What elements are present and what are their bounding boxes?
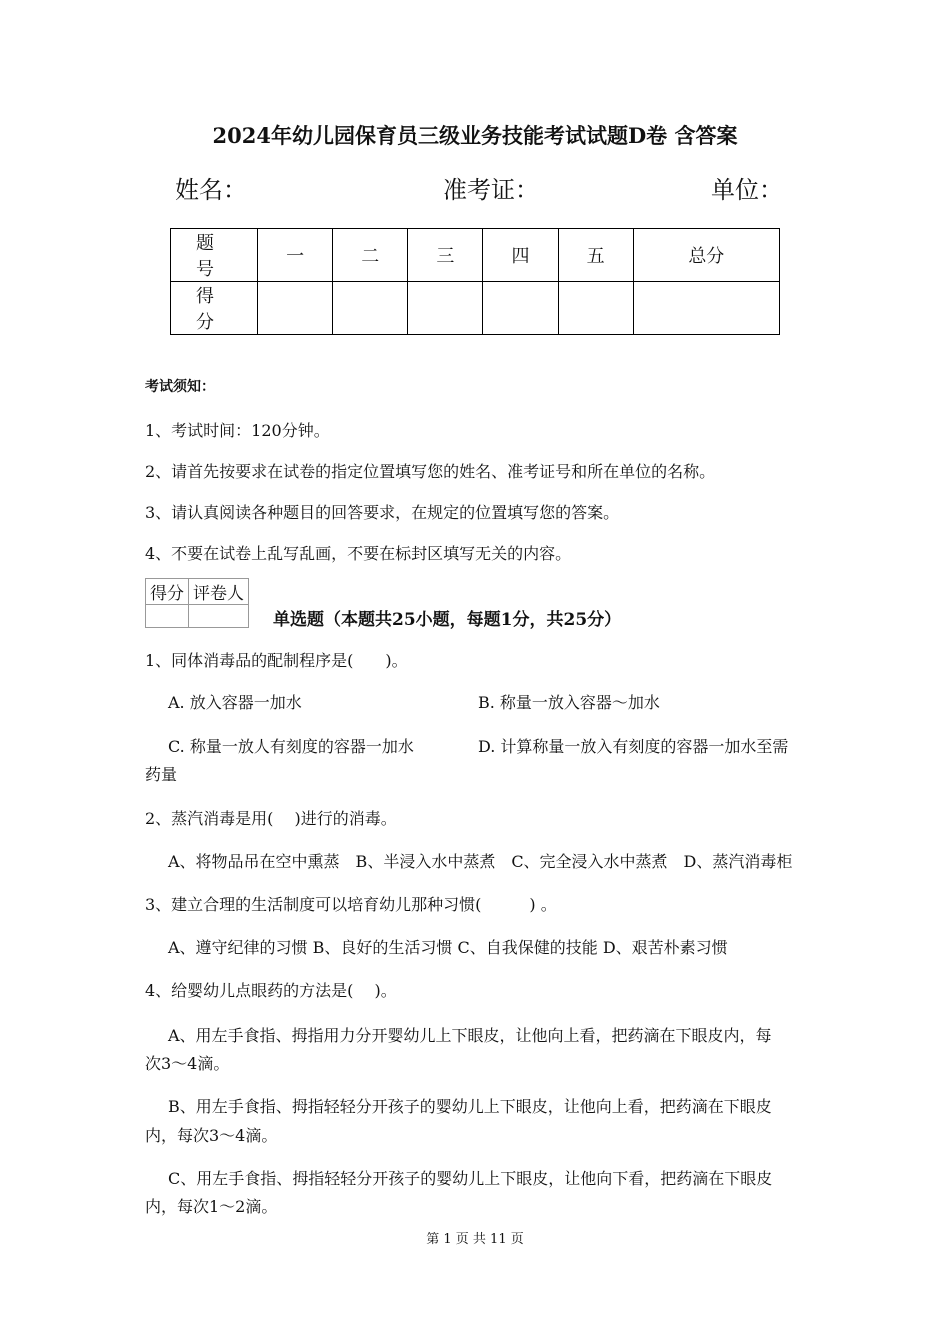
grader-table <box>145 578 249 628</box>
score-input-cell[interactable] <box>258 282 333 335</box>
question-option: A. 放入容器一加水 <box>168 693 302 712</box>
question-stem: 4、给婴幼儿点眼药的方法是( )。 <box>145 981 397 1000</box>
score-table-cell: 四 <box>483 229 558 282</box>
question-option: D. 计算称量一放入有刻度的容器一加水至需 <box>478 737 789 756</box>
grader-table-score-label: 得分 <box>146 579 189 605</box>
question-option: C. 称量一放人有刻度的容器一加水 <box>168 737 414 756</box>
score-table-cell: 题 号 <box>171 229 258 282</box>
score-table-header-row <box>171 229 780 282</box>
score-input-cell[interactable] <box>558 282 633 335</box>
grader-table-grader-cell[interactable] <box>189 605 249 628</box>
unit-field-label: 单位： <box>711 176 783 204</box>
score-table-cell: 五 <box>558 229 633 282</box>
question-stem: 3、建立合理的生活制度可以培育幼儿那种习惯( ) 。 <box>145 895 557 914</box>
page-footer: 第 1 页 共 11 页 <box>426 1232 524 1247</box>
score-table-cell: 三 <box>408 229 483 282</box>
question-option: A、遵守纪律的习惯 B、良好的生活习惯 C、自我保健的技能 D、艰苦朴素习惯 <box>168 938 728 957</box>
score-input-cell[interactable] <box>408 282 483 335</box>
notice-heading: 考试须知： <box>145 379 215 395</box>
question-option-continuation: 药量 <box>145 765 178 784</box>
grader-table-score-cell[interactable] <box>146 605 189 628</box>
question-stem: 2、蒸汽消毒是用( )进行的消毒。 <box>145 809 397 828</box>
score-table-cell: 一 <box>258 229 333 282</box>
score-input-cell[interactable] <box>633 282 779 335</box>
name-field-label: 姓名： <box>175 176 247 204</box>
score-table <box>170 228 780 335</box>
score-table-cell: 得 分 <box>171 282 258 335</box>
notice-item: 1、考试时间：120分钟。 <box>145 421 330 440</box>
score-input-cell[interactable] <box>333 282 408 335</box>
notice-item: 3、请认真阅读各种题目的回答要求，在规定的位置填写您的答案。 <box>145 503 620 522</box>
score-table-score-row <box>171 282 780 335</box>
question-option: A、用左手食指、拇指用力分开婴幼儿上下眼皮，让他向上看，把药滴在下眼皮内，每 <box>168 1026 772 1045</box>
question-option: B. 称量一放入容器～加水 <box>478 693 660 712</box>
score-table-cell: 总分 <box>633 229 779 282</box>
question-option-continuation: 内，每次1～2滴。 <box>145 1197 278 1216</box>
score-table-cell: 二 <box>333 229 408 282</box>
question-option: B、用左手食指、拇指轻轻分开孩子的婴幼儿上下眼皮，让他向上看，把药滴在下眼皮 <box>168 1097 772 1116</box>
question-option-continuation: 内，每次3～4滴。 <box>145 1126 278 1145</box>
page-title: 2024年幼儿园保育员三级业务技能考试试题D卷 含答案 <box>212 123 738 148</box>
question-option: C、用左手食指、拇指轻轻分开孩子的婴幼儿上下眼皮，让他向下看，把药滴在下眼皮 <box>168 1169 773 1188</box>
notice-item: 4、不要在试卷上乱写乱画，不要在标封区填写无关的内容。 <box>145 544 572 563</box>
question-option: A、将物品吊在空中熏蒸 B、半浸入水中蒸煮 C、完全浸入水中蒸煮 D、蒸汽消毒柜 <box>168 852 793 871</box>
score-input-cell[interactable] <box>483 282 558 335</box>
grader-table-grader-label: 评卷人 <box>189 579 249 605</box>
question-option-continuation: 次3～4滴。 <box>145 1054 230 1073</box>
question-stem: 1、同体消毒品的配制程序是( )。 <box>145 651 408 670</box>
section-title: 单选题（本题共25小题，每题1分，共25分） <box>273 610 622 630</box>
exam-number-field-label: 准考证： <box>443 176 539 204</box>
notice-item: 2、请首先按要求在试卷的指定位置填写您的姓名、准考证号和所在单位的名称。 <box>145 462 716 481</box>
